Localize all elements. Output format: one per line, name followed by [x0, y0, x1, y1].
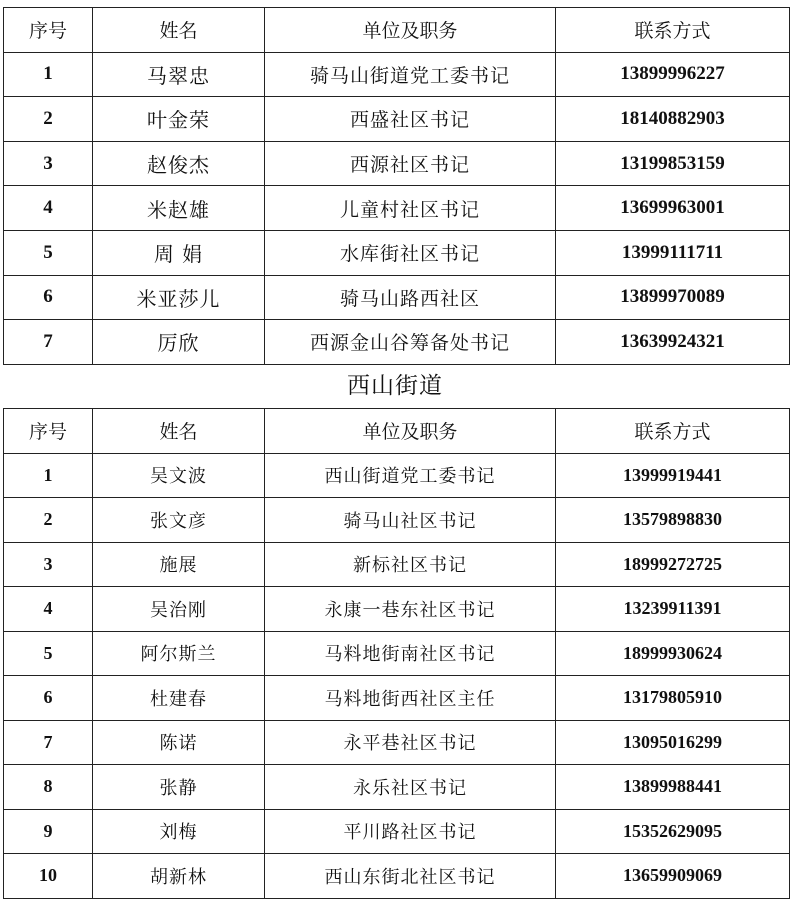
row-no: 3 [4, 542, 93, 587]
row-name: 阿尔斯兰 [93, 631, 265, 676]
row-unit: 骑马山社区书记 [265, 498, 556, 543]
row-phone: 13899988441 [556, 765, 790, 810]
row-name: 张静 [93, 765, 265, 810]
row-no: 2 [4, 498, 93, 543]
row-name: 厉欣 [93, 320, 265, 365]
header-name: 姓名 [93, 8, 265, 53]
row-unit: 永乐社区书记 [265, 765, 556, 810]
row-unit: 马料地街西社区主任 [265, 676, 556, 721]
row-no: 1 [4, 453, 93, 498]
header-name: 姓名 [93, 409, 265, 454]
table-row [4, 631, 790, 676]
row-unit: 平川路社区书记 [265, 809, 556, 854]
row-name: 米赵雄 [93, 186, 265, 231]
table-row [4, 320, 790, 365]
table-row [4, 720, 790, 765]
row-name: 马翠忠 [93, 52, 265, 97]
row-unit: 马料地街南社区书记 [265, 631, 556, 676]
table-row [4, 52, 790, 97]
row-phone: 13179805910 [556, 676, 790, 721]
row-unit: 西源社区书记 [265, 141, 556, 186]
row-no: 9 [4, 809, 93, 854]
row-name: 刘梅 [93, 809, 265, 854]
row-phone: 13095016299 [556, 720, 790, 765]
header-unit: 单位及职务 [265, 409, 556, 454]
header-no: 序号 [4, 409, 93, 454]
row-phone: 13199853159 [556, 141, 790, 186]
row-name: 陈诺 [93, 720, 265, 765]
row-name: 吴文波 [93, 453, 265, 498]
row-unit: 西源金山谷筹备处书记 [265, 320, 556, 365]
row-unit: 西盛社区书记 [265, 97, 556, 142]
row-phone: 13639924321 [556, 320, 790, 365]
row-no: 5 [4, 230, 93, 275]
row-unit: 永平巷社区书记 [265, 720, 556, 765]
row-phone: 13659909069 [556, 854, 790, 899]
row-name: 赵俊杰 [93, 141, 265, 186]
table-row [4, 765, 790, 810]
row-no: 5 [4, 631, 93, 676]
table-row [4, 186, 790, 231]
row-unit: 骑马山街道党工委书记 [265, 52, 556, 97]
row-no: 6 [4, 275, 93, 320]
row-phone: 13999919441 [556, 453, 790, 498]
header-phone: 联系方式 [556, 8, 790, 53]
table-row [4, 141, 790, 186]
table-row [4, 854, 790, 899]
header-no: 序号 [4, 8, 93, 53]
row-name: 胡新林 [93, 854, 265, 899]
row-no: 8 [4, 765, 93, 810]
row-name: 吴治刚 [93, 587, 265, 632]
row-no: 4 [4, 186, 93, 231]
row-name: 叶金荣 [93, 97, 265, 142]
row-no: 2 [4, 97, 93, 142]
row-unit: 永康一巷东社区书记 [265, 587, 556, 632]
row-phone: 13899970089 [556, 275, 790, 320]
row-name: 米亚莎儿 [93, 275, 265, 320]
table-row [4, 587, 790, 632]
row-no: 10 [4, 854, 93, 899]
table-row [4, 453, 790, 498]
row-name: 张文彦 [93, 498, 265, 543]
row-phone: 18999272725 [556, 542, 790, 587]
table-row [4, 542, 790, 587]
row-name: 周 娟 [93, 230, 265, 275]
row-no: 1 [4, 52, 93, 97]
row-phone: 13699963001 [556, 186, 790, 231]
table-row [4, 676, 790, 721]
row-unit: 水库街社区书记 [265, 230, 556, 275]
header-phone: 联系方式 [556, 409, 790, 454]
row-phone: 13579898830 [556, 498, 790, 543]
table-header-row [4, 8, 790, 53]
row-unit: 骑马山路西社区 [265, 275, 556, 320]
table-row [4, 230, 790, 275]
row-phone: 18140882903 [556, 97, 790, 142]
row-phone: 13899996227 [556, 52, 790, 97]
row-phone: 18999930624 [556, 631, 790, 676]
table-row [4, 275, 790, 320]
row-name: 杜建春 [93, 676, 265, 721]
row-no: 4 [4, 587, 93, 632]
header-unit: 单位及职务 [265, 8, 556, 53]
row-no: 7 [4, 720, 93, 765]
row-unit: 西山东街北社区书记 [265, 854, 556, 899]
row-unit: 西山街道党工委书记 [265, 453, 556, 498]
row-phone: 13999111711 [556, 230, 790, 275]
row-unit: 新标社区书记 [265, 542, 556, 587]
table-row [4, 97, 790, 142]
row-no: 3 [4, 141, 93, 186]
row-phone: 13239911391 [556, 587, 790, 632]
section-title: 西山街道 [347, 373, 443, 399]
contacts-table-1 [3, 7, 790, 365]
table-row [4, 498, 790, 543]
row-no: 7 [4, 320, 93, 365]
row-phone: 15352629095 [556, 809, 790, 854]
table-row [4, 809, 790, 854]
row-no: 6 [4, 676, 93, 721]
row-unit: 儿童村社区书记 [265, 186, 556, 231]
contacts-table-2 [3, 408, 790, 899]
table-header-row [4, 409, 790, 454]
row-name: 施展 [93, 542, 265, 587]
